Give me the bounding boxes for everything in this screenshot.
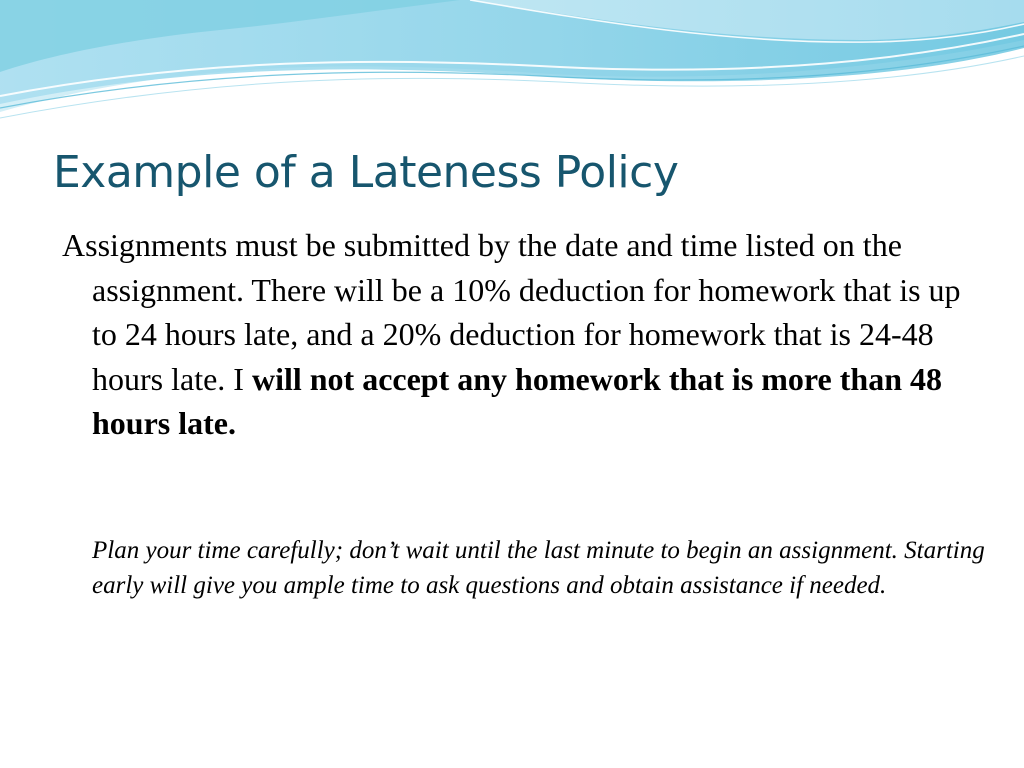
decorative-wave-header	[0, 0, 1024, 130]
policy-paragraph	[62, 223, 992, 446]
slide-title: Example of a Lateness Policy	[53, 147, 679, 198]
policy-emphasis: will not accept any homework that is more than 48 hours late.	[92, 360, 942, 442]
policy-text: Assignments must be submitted by the date and time listed on the assignment. There will be a 10% deduction for homework that is up to 24 hours late, and a 20% deduction for homework that is 24-48 hours late. I	[62, 227, 961, 397]
advice-note: Plan your time carefully; don’t wait until the last minute to begin an assignment. Starting early will give you ample time to ask questions and obtain assistance if needed.	[92, 537, 985, 599]
